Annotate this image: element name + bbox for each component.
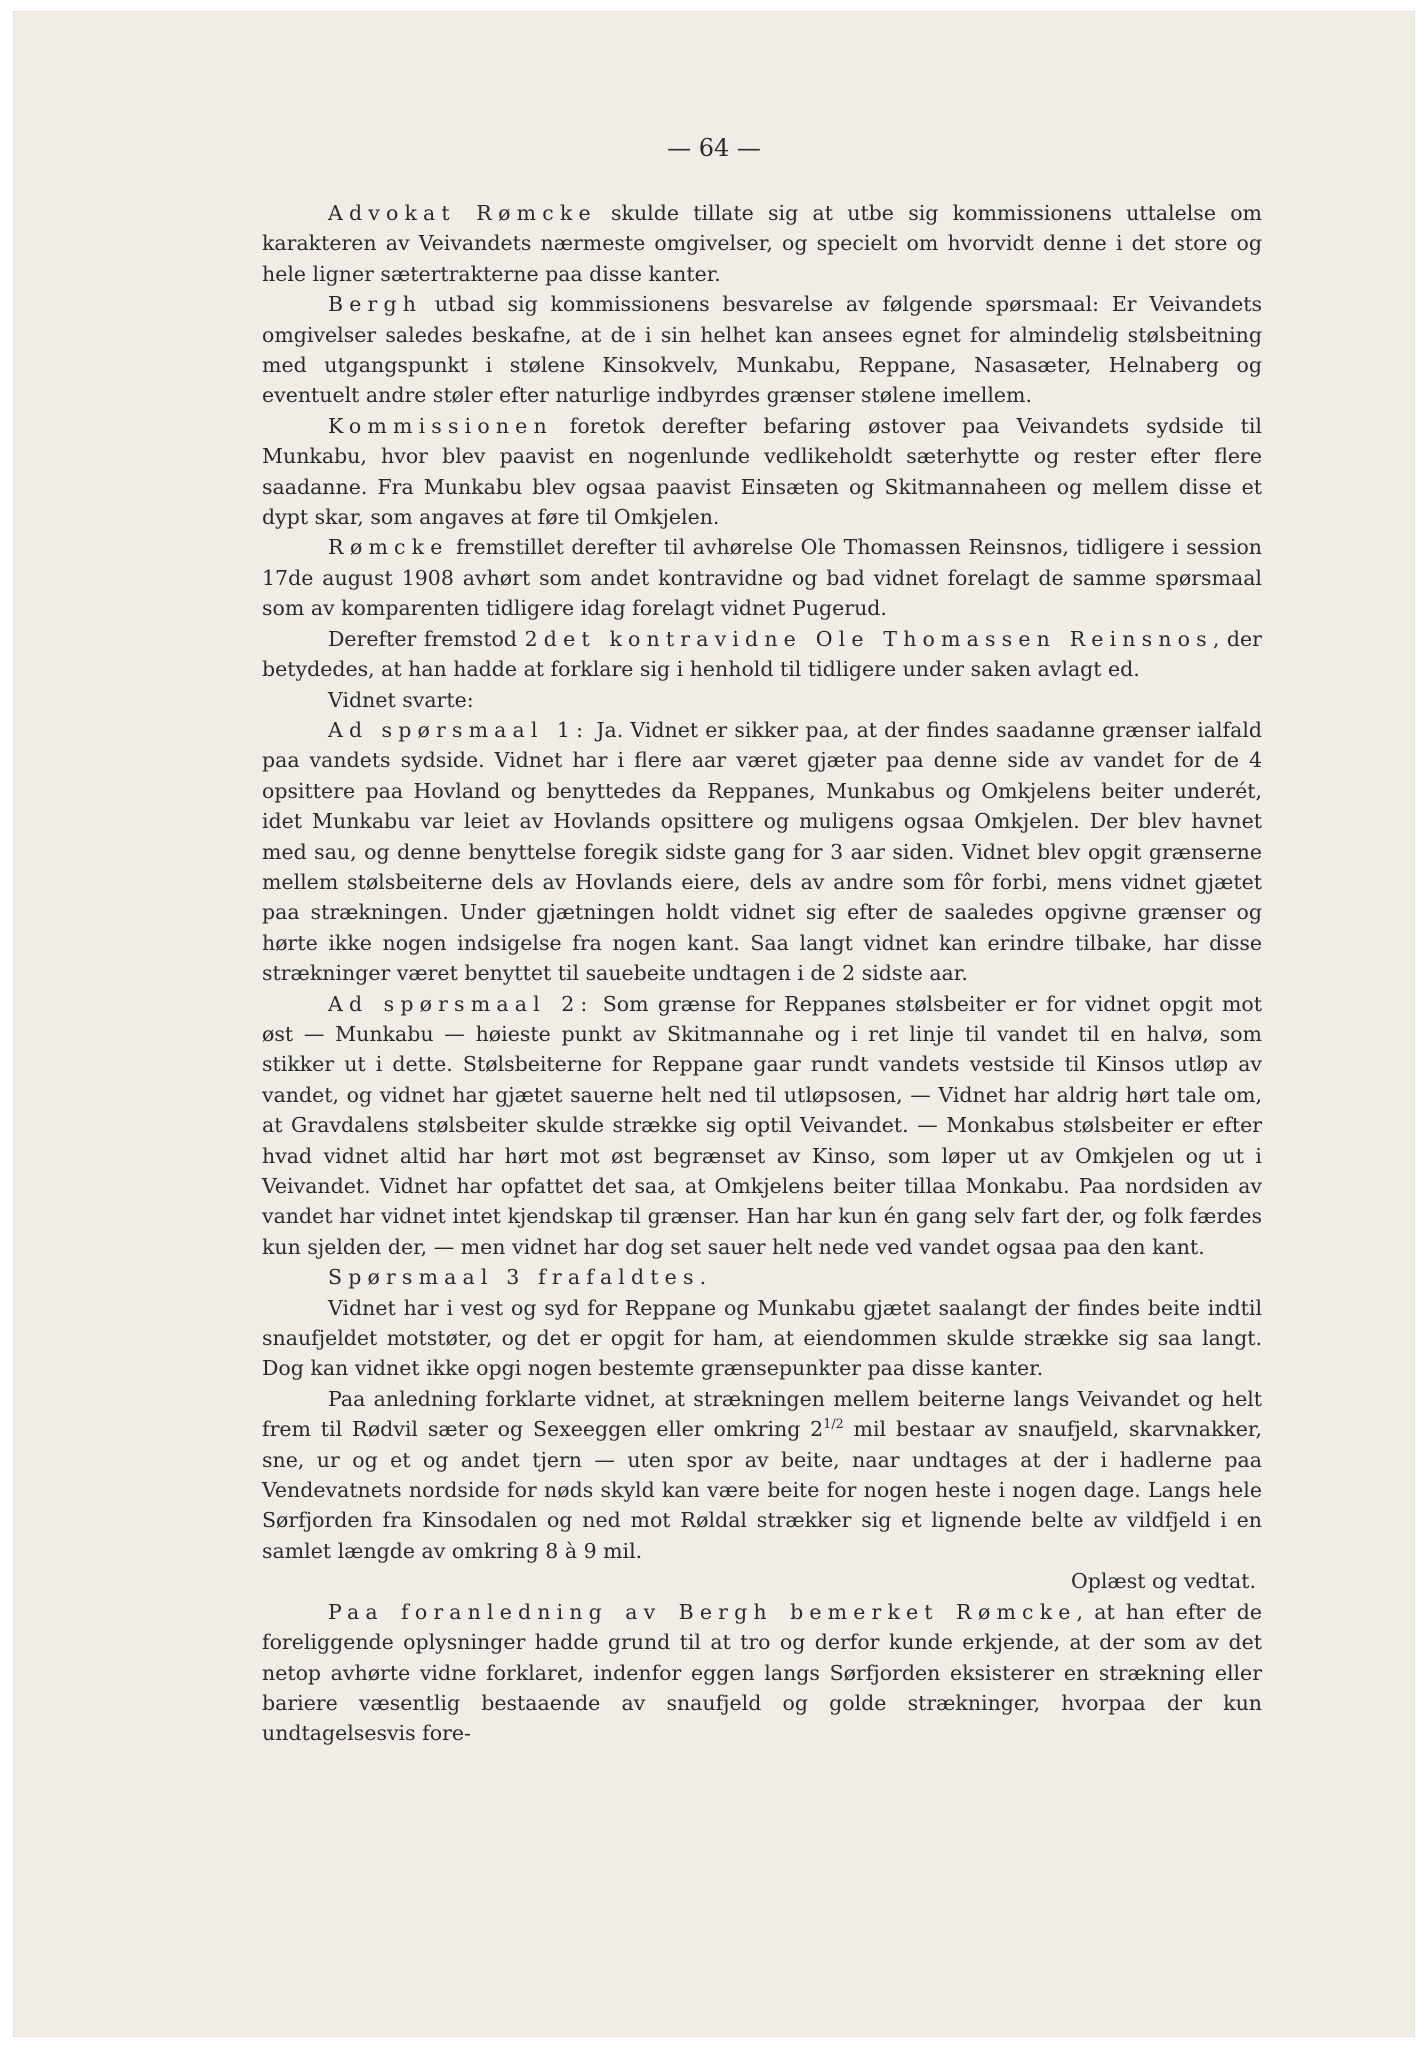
page-number: — 64 — <box>667 134 761 162</box>
paragraph-10 <box>262 1293 1262 1384</box>
spaced-lead: Rømcke <box>328 535 449 560</box>
paragraph-final <box>262 1597 1262 1749</box>
paragraph-11 <box>262 1384 1262 1566</box>
paragraph-text: Vidnet svarte: <box>328 687 474 712</box>
paragraph-text: Ja. Vidnet er sikker paa, at der findes saadanne grænser ialfald paa vandets sydside. Vidnet har i flere aar været gjæter paa denne side av vandet for de 4 opsittere paa Hovland og benyttedes da Reppanes, Munkabus og Omkjelens beiter underét, idet Munkabu var leiet av Hovlands opsittere og muligens ogsaa Omkjelen. Der blev havnet med sau, og denne benyttelse foregik sidste gang for 3 aar siden. Vidnet blev opgit grænserne mellem stølsbeiterne dels av Hovlands eiere, dels av andre som fôr forbi, mens vidnet gjætet paa strækningen. Under gjætningen holdt vidnet sig efter de saaledes opgivne grænser og hørte ikke nogen indsigelse fra nogen kant. Saa langt vidnet kan erindre tilbake, har disse strækninger været benyttet til sauebeite undtagen i de 2 sidste aar. <box>262 717 1262 986</box>
paragraph-text: Som grænse for Reppanes stølsbeiter er for vidnet opgit mot øst — Munkabu — høieste punkt av Skitmannahe og i ret linje til vandet til en halvø, som stikker ut i dette. Stølsbeiterne for Reppane gaar rundt vandets vestside til Kinsos utløp av vandet, og vidnet har gjætet sauerne helt ned til utløpsosen, — Vidnet har aldrig hørt tale om, at Gravdalens stølsbeiter skulde strække sig optil Veivandet. — Monkabus stølsbeiter er efter hvad vidnet altid har hørt mot øst begrænset av Kinso, som løper ut av Omkjelen og ut i Veivandet. Vidnet har opfattet det saa, at Omkjelens beiter tillaa Monkabu. Paa nordsiden av vandet har vidnet intet kjendskap til grænser. Han har kun én gang selv fart der, og folk færdes kun sjelden der, — men vidnet har dog set sauer helt nede ved vandet ogsaa paa den kant. <box>262 991 1262 1259</box>
paragraph-7 <box>262 715 1262 989</box>
spaced-lead: Spørsmaal 3 frafaldtes. <box>328 1265 713 1290</box>
spaced-lead: 2det kontravidne Ole Thomassen Reinsnos <box>524 626 1213 651</box>
spaced-lead: Bergh <box>328 292 423 317</box>
paragraph-4 <box>262 532 1262 623</box>
paragraph-text: , at han efter de foreliggende oplysninger hadde grund til at tro og derfor kunde erkjende, at der som av det netop avhørte vidne forklaret, indenfor eggen langs Sørfjorden eksisterer en strækning eller bariere væsentlig bestaaende av snaufjeld og golde strækninger, hvorpaa der kun undtagelsesvis fore- <box>262 1599 1262 1746</box>
spaced-lead: Ad spørsmaal 2: <box>328 991 594 1016</box>
paragraph-3 <box>262 411 1262 533</box>
spaced-lead: Paa foranledning av Bergh bemerket Rømcke <box>328 1599 1077 1624</box>
paragraph-text: , der betydedes, at han hadde at forklare sig i henhold til tidligere under saken avlagt ed. <box>262 626 1262 682</box>
paragraph-9 <box>262 1262 1262 1292</box>
paragraph-text: Derefter fremstod <box>328 626 525 651</box>
paragraph-2 <box>262 289 1262 411</box>
paragraph-text: Paa anledning forklarte vidnet, at strækningen mellem beiterne langs Veivandet og helt frem til Rødvil sæter og Sexeeggen eller omkring 2 <box>262 1386 1262 1442</box>
spaced-lead: Ad spørsmaal 1: <box>328 717 590 742</box>
paragraph-text: skulde tillate sig at utbe sig kommissionens uttalelse om karakteren av Veivandets nærmeste omgivelser, og specielt om hvorvidt denne i det store og hele ligner sætertrakterne paa disse kanter. <box>262 201 1263 286</box>
spaced-lead: Kommissionen <box>328 413 553 438</box>
paragraph-text: mil bestaar av snaufjeld, skarvnakker, sne, ur og et og andet tjern — uten spor av beite, naar undtages at der i hadlerne paa Vendevatnets nordside for nøds skyld kan være beite for nogen heste i nogen dage. Langs hele Sørfjorden fra Kinsodalen og ned mot Røldal strækker sig et lignende belte av vildfjeld i en samlet længde av omkring 8 à 9 mil. <box>262 1417 1262 1563</box>
document-body <box>262 198 1262 1749</box>
paragraph-text: foretok derefter befaring østover paa Veivandets sydside til Munkabu, hvor blev paavist en nogenlunde vedlikeholdt sæterhytte og rester efter flere saadanne. Fra Munkabu blev ogsaa paavist Einsæten og Skitmannaheen og mellem disse et dypt skar, som angaves at føre til Omkjelen. <box>262 413 1262 530</box>
sign-off: Oplæst og vedtat. <box>1070 1569 1256 1594</box>
paragraph-6 <box>262 685 1262 715</box>
spaced-lead: Advokat Rømcke <box>328 201 597 225</box>
paragraph-8 <box>262 989 1262 1263</box>
document-page <box>14 12 1414 2036</box>
paragraph-text: utbad sig kommissionens besvarelse av følgende spørsmaal: Er Veivandets omgivelser saledes beskafne, at de i sin helhet kan ansees egnet for almindelig stølsbeitning med utgangspunkt i stølene Kinsokvelv, Munkabu, Reppane, Nasasæter, Helnaberg og eventuelt andre støler efter naturlige indbyrdes grænser stølene imellem. <box>262 292 1262 408</box>
paragraph-1 <box>262 198 1262 289</box>
paragraph-text: Vidnet har i vest og syd for Reppane og Munkabu gjætet saalangt der findes beite indtil snaufjeldet motstøter, og det er opgit for ham, at eiendommen skulde strække sig saa langt. Dog kan vidnet ikke opgi nogen bestemte grænsepunkter paa disse kanter. <box>262 1295 1262 1381</box>
paragraph-5 <box>262 624 1262 685</box>
paragraph-text: fremstillet derefter til avhørelse Ole Thomassen Reinsnos, tidligere i session 17de august 1908 avhørt som andet kontravidne og bad vidnet forelagt de samme spørsmaal som av komparenten tidligere idag forelagt vidnet Pugerud. <box>262 535 1262 621</box>
fraction-superscript: 1/2 <box>823 1416 844 1432</box>
